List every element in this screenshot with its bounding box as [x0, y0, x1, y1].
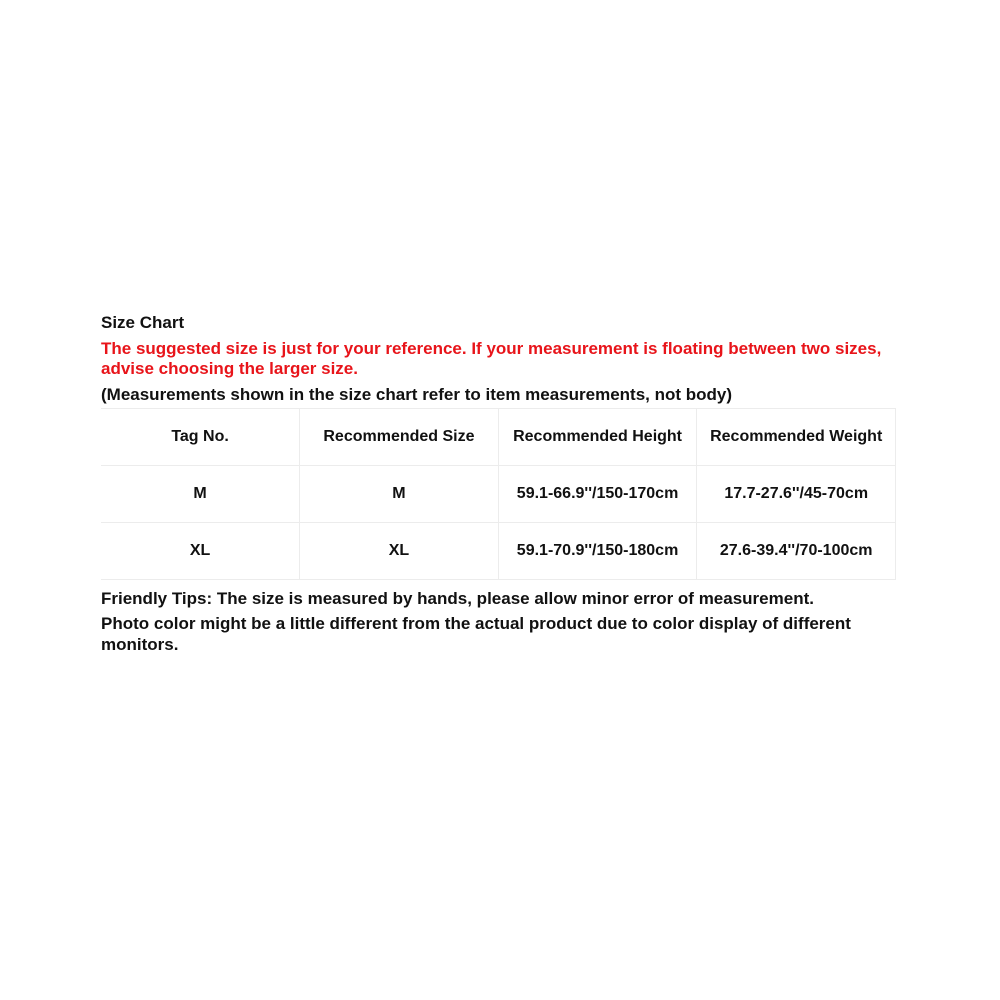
cell-recommended-weight: 27.6-39.4''/70-100cm	[697, 523, 896, 580]
cell-recommended-size: XL	[300, 523, 499, 580]
size-chart-section	[101, 312, 901, 655]
cell-recommended-size: M	[300, 466, 499, 523]
size-notice: The suggested size is just for your reference. If your measurement is floating between two sizes, advise choosing the larger size.	[101, 339, 882, 378]
friendly-tips: Friendly Tips: The size is measured by hands, please allow minor error of measurement.	[101, 589, 814, 608]
table-row	[101, 523, 896, 580]
cell-tag-no: M	[101, 466, 300, 523]
header-recommended-size: Recommended Size	[300, 409, 499, 466]
table-header-row	[101, 409, 896, 466]
header-recommended-height: Recommended Height	[498, 409, 697, 466]
table-row	[101, 466, 896, 523]
cell-recommended-height: 59.1-70.9''/150-180cm	[498, 523, 697, 580]
header-recommended-weight: Recommended Weight	[697, 409, 896, 466]
cell-tag-no: XL	[101, 523, 300, 580]
header-tag-no: Tag No.	[101, 409, 300, 466]
size-chart-title: Size Chart	[101, 313, 185, 332]
cell-recommended-height: 59.1-66.9''/150-170cm	[498, 466, 697, 523]
measurement-note: (Measurements shown in the size chart refer to item measurements, not body)	[101, 385, 733, 404]
color-disclaimer: Photo color might be a little different from the actual product due to color display of different monitors.	[101, 614, 851, 654]
size-table	[101, 408, 896, 580]
cell-recommended-weight: 17.7-27.6''/45-70cm	[697, 466, 896, 523]
